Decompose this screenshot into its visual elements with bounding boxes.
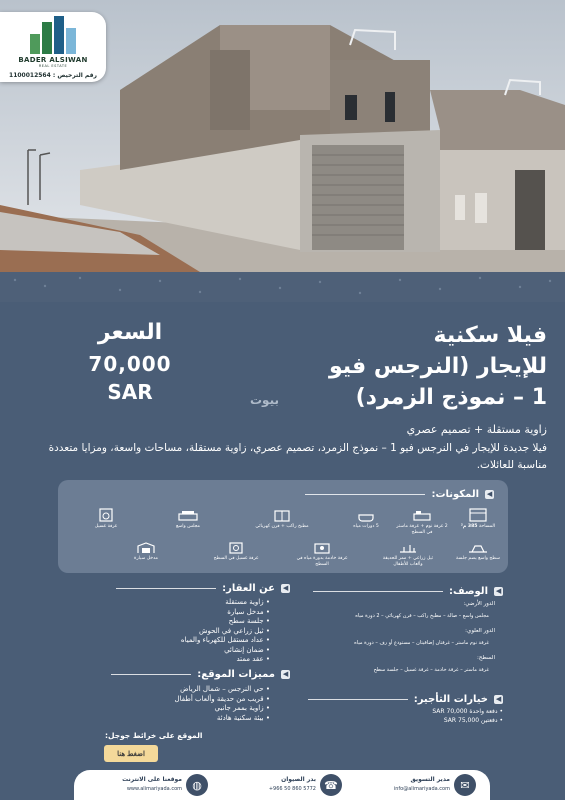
contact-value: info@alimariyada.com: [393, 786, 450, 792]
floor-detail: غرفة نوم ماستر – غرفتان إضافيتان – مستودع أو رف – دورة مياه: [354, 640, 489, 646]
feature-garden: ثيل زراعي + ممر للحديقة وألعاب للأطفال: [380, 542, 436, 568]
price-value: 70,000: [88, 352, 172, 376]
company-name: BADER ALSIWAN: [18, 56, 88, 64]
contact-value: www.alimariyada.com: [126, 786, 182, 792]
title-line-3: 1 – نموذج الزمرد): [355, 385, 547, 410]
caret-left-icon: ◀: [282, 584, 289, 592]
feature-laundry: غرفة غسيل: [78, 508, 134, 530]
property-list: [120, 598, 270, 665]
description-heading: [303, 584, 503, 598]
property-heading: [80, 581, 290, 595]
feature-maid-room: غرفة خادمة بدورة مياه في السطح: [294, 542, 350, 568]
list-item: • ثيل زراعي في الحوش: [120, 627, 270, 637]
area-icon: [469, 508, 487, 522]
caret-left-icon: ◀: [282, 670, 289, 678]
contact-phone[interactable]: [222, 774, 342, 800]
property-heading-label: عن العقار:: [222, 582, 275, 594]
contact-label: مدير التسويق: [410, 776, 450, 783]
list-item: • عقد ممتد: [120, 655, 270, 665]
rent-heading: [303, 692, 503, 706]
license-number: رقم الترخيص : 1100012564: [9, 72, 97, 79]
company-sub: REAL ESTATE: [38, 64, 68, 68]
heading-underline: [313, 591, 443, 592]
location-heading: [80, 667, 290, 681]
contact-email[interactable]: [356, 774, 476, 800]
company-logo-card: [0, 12, 106, 82]
map-label: الموقع على خرائط جوجل:: [105, 731, 203, 740]
features-panel: [58, 480, 508, 573]
contact-value: +966 50 860 5772: [268, 786, 316, 792]
bayut-watermark: بيوت: [250, 393, 279, 407]
heading-underline: [111, 674, 191, 675]
list-item: • عداد مستقل للكهرباء والمياه: [120, 636, 270, 646]
buildings-logo-icon: [28, 16, 78, 54]
feature-roof: سطح واسع يضم جلسة: [450, 542, 506, 562]
master-bedroom-icon: [413, 508, 431, 522]
maid-room-icon: [313, 542, 331, 554]
floor-name: السطح:: [476, 655, 495, 661]
contact-bar: [74, 770, 490, 800]
floor-name: الدور العلوي:: [465, 628, 495, 634]
rent-heading-label: خيارات التأجير:: [413, 693, 488, 705]
price-label: السعر: [97, 320, 163, 345]
contact-label: بدر الصيوان: [281, 776, 316, 783]
contact-website[interactable]: [88, 774, 208, 800]
feature-area: المساحة 385 م²: [450, 508, 506, 530]
list-item: • زاوية مستقلة: [120, 598, 270, 608]
list-item: • ضمان إنشائي: [120, 646, 270, 656]
feature-kitchen: مطبخ راكب + فرن كهربائي: [254, 508, 310, 530]
caret-left-icon: ◀: [495, 695, 502, 703]
location-list: [110, 685, 270, 723]
google-maps-button[interactable]: اضغط هنا: [104, 745, 158, 762]
list-item: • دفعتين 75,000 SAR: [343, 716, 503, 725]
laundry-icon: [97, 508, 115, 522]
dot-pattern-icon: [0, 272, 565, 302]
caret-left-icon: ◀: [486, 490, 493, 498]
feature-majlis: مجلس واسع: [160, 508, 216, 530]
title-line-1: فيلا سكنية: [433, 323, 547, 348]
location-heading-label: مميزات الموقع:: [197, 668, 275, 680]
list-item: • جلسة سطح: [120, 617, 270, 627]
roof-icon: [468, 542, 488, 554]
garden-icon: [398, 542, 418, 554]
floor-name: الدور الأرضي:: [463, 601, 495, 607]
bathroom-icon: [357, 508, 375, 522]
list-item: • بيئة سكنية هادئة: [110, 714, 270, 724]
features-heading-label: المكونات:: [431, 488, 479, 500]
description-heading-label: الوصف:: [448, 585, 488, 597]
heading-underline: [308, 699, 408, 700]
rent-options-list: [343, 707, 503, 725]
feature-bathrooms: 5 دورات مياه: [338, 508, 394, 530]
tagline: زاوية مستقلة + تصميم عصري: [406, 423, 547, 436]
dotted-divider-band: [0, 272, 565, 302]
phone-icon: ☎: [320, 774, 342, 796]
caret-left-icon: ◀: [495, 587, 502, 595]
price-currency: SAR: [107, 380, 153, 404]
list-item: • دفعة واحدة 70,000 SAR: [343, 707, 503, 716]
feature-laundry-room: غرفة غسيل في السطح: [208, 542, 264, 562]
floors-list: [285, 601, 495, 674]
laundry-room-icon: [227, 542, 245, 554]
title-line-2: للإيجار (النرجس فيو: [329, 354, 547, 379]
list-item: • حي النرجس – شمال الرياض: [110, 685, 270, 695]
list-item: • مدخل سيارة: [120, 608, 270, 618]
feature-bedrooms: 2 غرفة نوم + غرفة ماستر في السطح: [394, 508, 450, 536]
contact-label: موقعنا على الانترنت: [122, 776, 182, 783]
globe-icon: ◍: [186, 774, 208, 796]
kitchen-icon: [273, 508, 291, 522]
mail-icon: ✉: [454, 774, 476, 796]
list-item: • زاوية بممر جانبي: [110, 704, 270, 714]
floor-detail: غرفة ماستر – غرفة خادمة – غرفة غسيل – جلسة سطح: [373, 667, 489, 673]
car-entrance-icon: [136, 542, 156, 554]
features-heading: [305, 487, 494, 501]
heading-underline: [305, 494, 425, 495]
floor-detail: مجلس واسع – صالة – مطبخ راكب – فرن كهربائي – 2 دورة مياه: [355, 613, 489, 619]
living-room-icon: [177, 508, 199, 522]
feature-car-entrance: مدخل سيارة: [118, 542, 174, 562]
listing-title: [297, 320, 547, 413]
heading-underline: [116, 588, 216, 589]
list-item: • قريب من حديقة وألعاب أطفال: [110, 695, 270, 705]
description-text: فيلا جديدة للإيجار في النرجس فيو 1 – نموذج الزمرد، تصميم عصري، زاوية مستقلة، مساحات واسعة، ومزايا متعددة مناسبة للعائلات.: [48, 442, 547, 471]
